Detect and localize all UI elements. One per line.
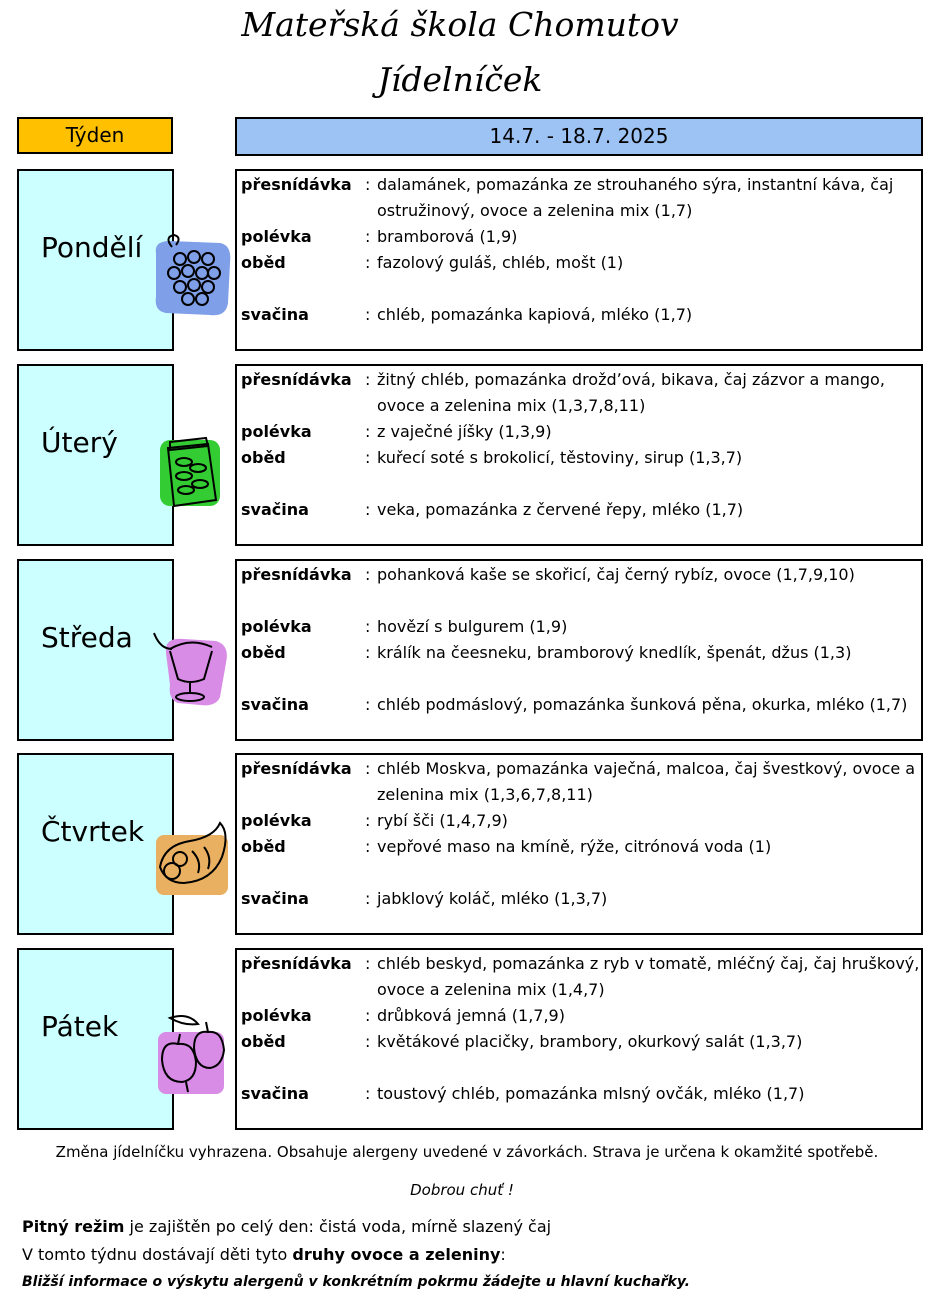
meal-colon: : <box>365 759 371 778</box>
pickle-jar-icon <box>150 428 236 514</box>
week-label: Týden <box>17 117 173 154</box>
meal-colon: : <box>365 227 371 246</box>
meal-label-soup: polévka <box>241 422 312 441</box>
menu-title: Jídelníček <box>377 60 543 99</box>
meal-value-afternoon: jabklový koláč, mléko (1,3,7) <box>377 889 608 908</box>
meal-value-lunch: květákové placičky, brambory, okurkový salát (1,3,7) <box>377 1032 803 1051</box>
meal-value-lunch: kuřecí soté s brokolicí, těstoviny, sirup (1,3,7) <box>377 448 743 467</box>
meal-label-soup: polévka <box>241 811 312 830</box>
meal-colon: : <box>365 837 371 856</box>
meal-label-lunch: oběd <box>241 837 286 856</box>
grapes-icon <box>150 233 236 319</box>
meal-value-soup: drůbková jemná (1,7,9) <box>377 1006 565 1025</box>
sundae-glass-icon <box>150 623 236 709</box>
fruit-bold: druhy ovoce a zeleniny <box>292 1245 501 1264</box>
day-menu <box>235 753 923 935</box>
menu-notice: Změna jídelníčku vyhrazena. Obsahuje alergeny uvedené v závorkách. Strava je určena k okamžité spotřebě. <box>55 1143 879 1161</box>
apples-icon <box>150 1012 236 1098</box>
meal-label-soup: polévka <box>241 1006 312 1025</box>
bon-appetit: Dobrou chuť ! <box>410 1181 514 1199</box>
meal-colon: : <box>365 370 371 389</box>
meal-value-snack: chléb Moskva, pomazánka vaječná, malcoa, čaj švestkový, ovoce a zelenina mix (1,3,6,7,8,11) <box>377 759 916 804</box>
allergen-info: Bližší informace o výskytu alergenů v konkrétním pokrmu žádejte u hlavní kuchařky. <box>22 1274 690 1290</box>
meal-value-soup: rybí šči (1,4,7,9) <box>377 811 508 830</box>
meal-value-afternoon: veka, pomazánka z červené řepy, mléko (1,7) <box>377 500 744 519</box>
fruit-end: : <box>500 1245 506 1264</box>
meal-colon: : <box>365 500 371 519</box>
day-name: Pátek <box>41 1010 119 1043</box>
meal-label-lunch: oběd <box>241 1032 286 1051</box>
meal-value-afternoon: toustový chléb, pomazánka mlsný ovčák, mléko (1,7) <box>377 1084 805 1103</box>
meal-value-afternoon: chléb podmáslový, pomazánka šunková pěna, okurka, mléko (1,7) <box>377 695 908 714</box>
day-name: Úterý <box>41 426 118 459</box>
meal-label-soup: polévka <box>241 617 312 636</box>
meal-label-afternoon: svačina <box>241 889 309 908</box>
meal-value-afternoon: chléb, pomazánka kapiová, mléko (1,7) <box>377 305 693 324</box>
meal-value-soup: bramborová (1,9) <box>377 227 518 246</box>
meal-colon: : <box>365 695 371 714</box>
fruit-vegetables <box>22 1245 506 1264</box>
drinking-regime <box>22 1217 551 1236</box>
meal-value-snack: dalamánek, pomazánka ze strouhaného sýra, instantní káva, čaj ostružinový, ovoce a zelenina mix (1,7) <box>377 175 894 220</box>
day-menu <box>235 559 923 741</box>
meal-colon: : <box>365 253 371 272</box>
meal-colon: : <box>365 1032 371 1051</box>
meal-value-snack: žitný chléb, pomazánka droždʼová, bikava, čaj zázvor a mango, ovoce a zelenina mix (1,3,7,8,11) <box>377 370 885 415</box>
meal-value-snack: chléb beskyd, pomazánka z ryb v tomatě, mléčný čaj, čaj hruškový, ovoce a zelenina mix (1,4,7) <box>377 954 920 999</box>
meal-label-afternoon: svačina <box>241 305 309 324</box>
meal-colon: : <box>365 448 371 467</box>
meal-label-snack: přesnídávka <box>241 954 352 973</box>
meal-colon: : <box>365 305 371 324</box>
meal-value-lunch: vepřové maso na kmíně, rýže, citrónová voda (1) <box>377 837 772 856</box>
meal-colon: : <box>365 1084 371 1103</box>
day-name: Pondělí <box>41 231 143 264</box>
drinking-regime-text: je zajištěn po celý den: čistá voda, mírně slazený čaj <box>124 1217 552 1236</box>
meal-label-snack: přesnídávka <box>241 175 352 194</box>
meal-colon: : <box>365 175 371 194</box>
meal-colon: : <box>365 422 371 441</box>
meal-value-soup: z vaječné jíšky (1,3,9) <box>377 422 552 441</box>
meal-label-afternoon: svačina <box>241 500 309 519</box>
cornucopia-icon <box>150 817 236 903</box>
meal-colon: : <box>365 617 371 636</box>
meal-label-lunch: oběd <box>241 448 286 467</box>
meal-label-lunch: oběd <box>241 253 286 272</box>
fruit-text: V tomto týdnu dostávají děti tyto <box>22 1245 293 1264</box>
meal-colon: : <box>365 889 371 908</box>
school-title: Mateřská škola Chomutov <box>241 5 679 44</box>
meal-value-snack: pohanková kaše se skořicí, čaj černý rybíz, ovoce (1,7,9,10) <box>377 565 855 584</box>
meal-colon: : <box>365 954 371 973</box>
meal-colon: : <box>365 811 371 830</box>
day-menu <box>235 364 923 546</box>
meal-value-lunch: fazolový guláš, chléb, mošt (1) <box>377 253 624 272</box>
drinking-regime-label: Pitný režim <box>22 1217 125 1236</box>
day-menu <box>235 948 923 1130</box>
meal-colon: : <box>365 643 371 662</box>
meal-colon: : <box>365 1006 371 1025</box>
week-dates: 14.7. - 18.7. 2025 <box>235 117 923 156</box>
meal-label-snack: přesnídávka <box>241 565 352 584</box>
meal-label-afternoon: svačina <box>241 695 309 714</box>
day-name: Čtvrtek <box>41 815 145 848</box>
meal-label-snack: přesnídávka <box>241 759 352 778</box>
day-name: Středa <box>41 621 133 654</box>
day-menu <box>235 169 923 351</box>
meal-value-soup: hovězí s bulgurem (1,9) <box>377 617 568 636</box>
meal-colon: : <box>365 565 371 584</box>
meal-label-afternoon: svačina <box>241 1084 309 1103</box>
meal-label-lunch: oběd <box>241 643 286 662</box>
meal-value-lunch: králík na čeesneku, bramborový knedlík, špenát, džus (1,3) <box>377 643 852 662</box>
meal-label-snack: přesnídávka <box>241 370 352 389</box>
meal-label-soup: polévka <box>241 227 312 246</box>
